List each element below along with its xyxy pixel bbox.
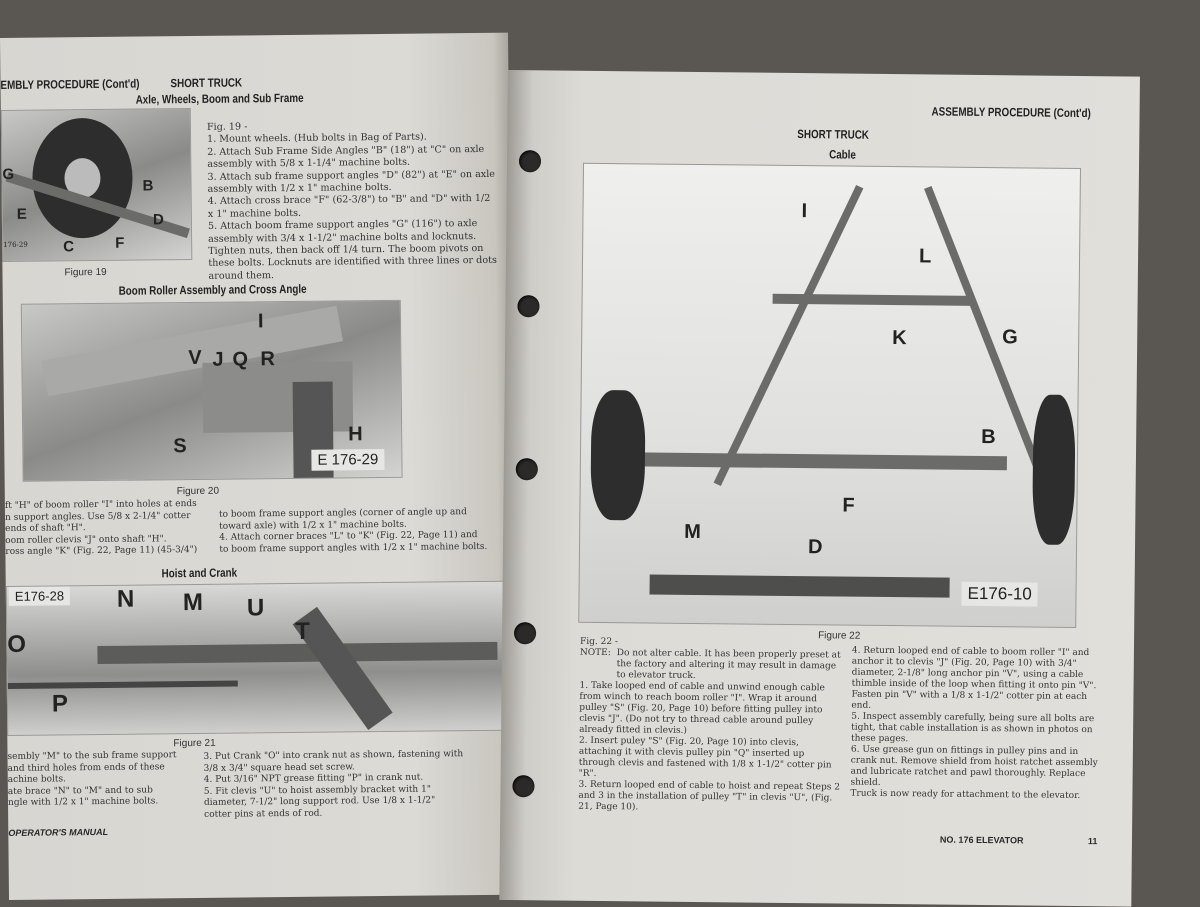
label-i: I	[257, 310, 264, 333]
figure-22-photo	[578, 163, 1081, 628]
step: 1. Take looped end of cable and unwind enough cable from winch to reach boom roller "I". Wrap it around pulley "S" (Fig. 20, Page 10) before fitting pulley into clevis "J". (Do not try to thread cable around pulley already fitted in clevis.)	[579, 680, 825, 736]
label-b: B	[981, 425, 996, 449]
binder-hole	[514, 622, 536, 644]
closing-text: Truck is now ready for attachment to the elevator.	[850, 788, 1081, 802]
figure-20-instructions-left	[5, 499, 196, 558]
label-o: O	[7, 630, 27, 658]
note-text: Do not alter cable. It has been properly preset at the factory and altering it may result in damage to elevator truck.	[616, 648, 841, 681]
left-page	[0, 33, 517, 900]
label-n: N	[116, 585, 135, 613]
label-g: G	[2, 165, 15, 183]
step: 4. Attach corner braces "L" to "K" (Fig. 22, Page 11) and to boom frame support angles with 1/2 x 1" machine bolts.	[219, 530, 488, 555]
label-e: E	[16, 205, 27, 223]
section-title: SHORT TRUCK	[170, 75, 243, 91]
step: 3. Return looped end of cable to hoist and repeat Steps 2 and 3 in the installation of pulley "T" in clevis "U", (Fig. 21, Page 10).	[578, 779, 841, 813]
section-subtitle: Cable	[829, 147, 857, 162]
step: 3. Put Crank "O" into crank nut as shown, fastening with 3/8 x 3/4" square head set screw.	[203, 749, 464, 774]
step: 6. Use grease gun on fittings in pulley pins and in crank nut. Remove shield from hoist ratchet assembly and lubricate ratchet and pawl thoroughly. Replace shield.	[850, 744, 1098, 788]
figure-19-instructions	[207, 119, 499, 283]
left-page-header: EMBLY PROCEDURE (Cont'd)	[0, 76, 140, 92]
binder-hole	[517, 295, 539, 317]
right-page	[499, 70, 1140, 907]
text-line: ends of shaft "H".	[5, 523, 86, 534]
text-line: n support angles. Use 5/8 x 2-1/4" cotter	[4, 510, 191, 523]
text-line: ross angle "K" (Fig. 22, Page 11) (45-3/4")	[5, 544, 198, 557]
step: 4. Put 3/16" NPT grease fitting "P" in crank nut.	[203, 772, 424, 785]
section-title: SHORT TRUCK	[797, 127, 870, 142]
figure-21-title: Hoist and Crank	[161, 565, 238, 581]
step: 2. Insert puley "S" (Fig. 20, Page 10) into clevis, attaching it with clevis pulley pin "Q" inserted up through clevis and fastened with 1/8 x 1-1/2" cotter pin "R".	[578, 735, 832, 779]
figure-19-photo	[1, 108, 193, 262]
label-q: Q	[232, 348, 249, 371]
figure-21-instructions-right	[203, 749, 464, 821]
right-page-header: ASSEMBLY PROCEDURE (Cont'd)	[931, 104, 1091, 121]
text-line: sembly "M" to the sub frame support	[7, 750, 177, 762]
step: 5. Attach boom frame support angles "G" (116") to axle assembly with 3/4 x 1-1/2" machine bolts and locknuts. Tighten nuts, then back off 1/4 turn. The boom pivots on these bolts. Locknuts are identified with three lines or dots around them.	[207, 218, 497, 282]
figure-20-caption: Figure 20	[176, 485, 220, 498]
binder-hole	[519, 150, 541, 172]
figure-19-caption: Figure 19	[64, 266, 107, 279]
label-k: K	[892, 327, 907, 350]
step: 4. Attach cross brace "F" (62-3/8") to "B" and "D" with 1/2 x 1" machine bolts.	[207, 193, 491, 220]
label-j: J	[212, 348, 224, 371]
label-u: U	[246, 594, 265, 622]
figure-20-title: Boom Roller Assembly and Cross Angle	[118, 281, 307, 298]
label-i: I	[801, 200, 808, 223]
figure-code: E 176-29	[311, 449, 384, 471]
label-d: D	[807, 536, 823, 559]
figure-22-instructions-col2	[850, 646, 1102, 803]
text-line: to boom frame support angles (corner of angle up and toward axle) with 1/2 x 1" machine bolts.	[218, 507, 467, 532]
figure-code: E176-28	[9, 586, 70, 606]
section-subtitle: Axle, Wheels, Boom and Sub Frame	[135, 90, 304, 107]
text-line: ate brace "N" to "M" and to sub	[7, 784, 153, 797]
text-line: achine bolts.	[7, 774, 67, 785]
figure-22-instructions-col1	[578, 637, 842, 816]
label-f: F	[115, 234, 125, 252]
left-page-footer: OPERATOR'S MANUAL	[8, 826, 109, 838]
label-g: G	[1002, 326, 1018, 349]
label-s: S	[173, 435, 187, 458]
label-t: T	[295, 617, 311, 645]
figure-code: E176-10	[961, 582, 1038, 607]
page-number: 11	[1087, 836, 1098, 847]
label-r: R	[260, 348, 275, 371]
text-line: ft "H" of boom roller "I" into holes at ends	[4, 498, 197, 511]
figure-22-caption: Figure 22	[818, 630, 861, 642]
right-page-footer-title: NO. 176 ELEVATOR	[939, 834, 1024, 846]
figure-code: 176-29	[3, 240, 28, 249]
figure-21-photo	[6, 581, 506, 736]
figure-20-photo	[21, 300, 403, 482]
figure-21-instructions-left	[7, 750, 208, 810]
figure-20-instructions-right	[219, 507, 489, 556]
label-l: L	[918, 245, 932, 268]
text-line: ngle with 1/2 x 1" machine bolts.	[7, 796, 159, 808]
step: 3. Attach sub frame support angles "D" (82") at "E" on axle assembly with 1/2 x 1" machine bolts.	[207, 168, 496, 195]
label-m: M	[182, 588, 204, 617]
text-line: oom roller clevis "J" onto shaft "H".	[5, 533, 167, 546]
label-b: B	[142, 177, 154, 195]
step: 2. Attach Sub Frame Side Angles "B" (18") at "C" on axle assembly with 5/8 x 1-1/4" machine bolts.	[207, 143, 485, 171]
label-h: H	[348, 423, 363, 446]
step: 4. Return looped end of cable to boom roller "I" and anchor it to clevis "J" (Fig. 20, Page 10) with 3/4" diameter, 2-1/8" long anchor pin "V", using a cable thimble inside of the loop when fitting it onto pin "V". Fasten pin "V" with a 1/8 x 1-1/2" cotter pin at each end.	[851, 645, 1097, 711]
fig-intro: Fig. 19 -	[206, 121, 248, 133]
step: 1. Mount wheels. (Hub bolts in Bag of Parts).	[207, 131, 427, 146]
note-label: NOTE:	[579, 647, 611, 659]
label-p: P	[51, 690, 69, 718]
step: 5. Fit clevis "U" to hoist assembly bracket with 1" diameter, 7-1/2" long support rod. Use 1/8 x 1-1/2" cotter pins at ends of rod.	[203, 784, 436, 820]
figure-21-caption: Figure 21	[173, 737, 216, 750]
label-d: D	[152, 211, 164, 229]
label-f: F	[842, 494, 855, 517]
fig-intro: Fig. 22 -	[579, 636, 619, 648]
label-c: C	[63, 238, 75, 256]
binder-hole	[512, 775, 534, 797]
step: 5. Inspect assembly carefully, being sure all bolts are tight, that cable installation is as shown in photos on these pages.	[850, 711, 1095, 745]
label-m: M	[684, 520, 701, 544]
text-line: and third holes from ends of these	[7, 761, 165, 774]
binder-hole	[516, 458, 538, 480]
label-v: V	[188, 346, 202, 370]
